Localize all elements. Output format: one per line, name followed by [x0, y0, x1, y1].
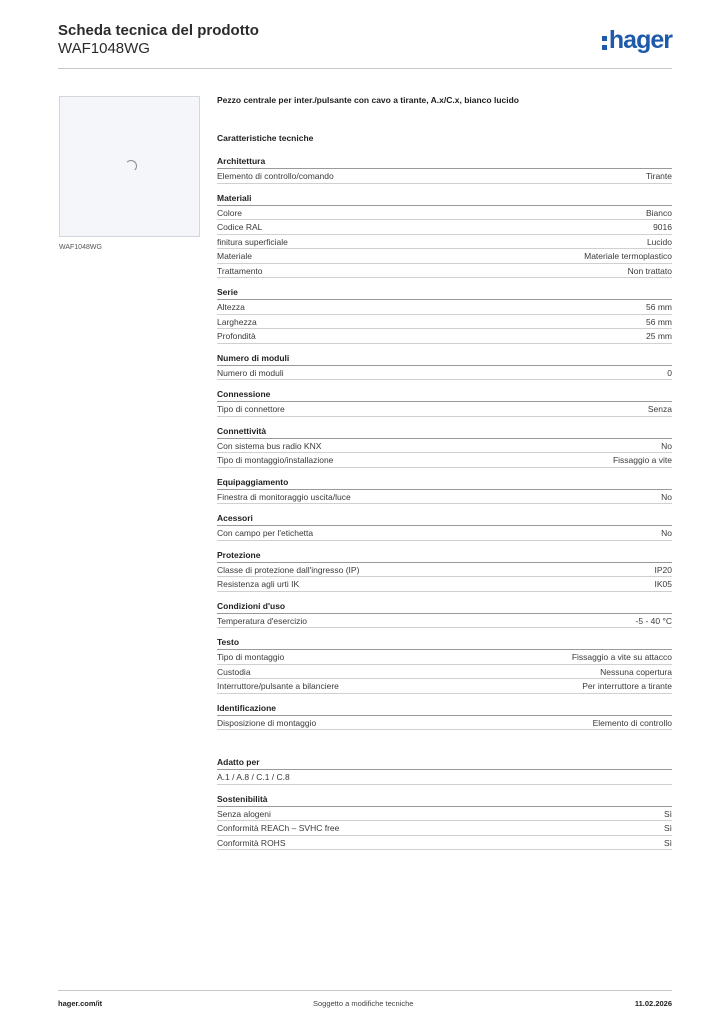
spec-section [217, 285, 672, 344]
spec-label: Classe di protezione dall'ingresso (IP) [217, 564, 360, 575]
section-title: Serie [217, 285, 672, 300]
spec-row [217, 366, 672, 381]
spec-label: Trattamento [217, 265, 263, 276]
spec-label: Custodia [217, 666, 251, 677]
spec-value: Per interruttore a tirante [582, 681, 672, 691]
spec-row [217, 836, 672, 851]
spec-label: Resistenza agli urti IK [217, 579, 300, 589]
spec-row [217, 716, 672, 731]
spec-row [217, 220, 672, 235]
section-title: Adatto per [217, 755, 672, 770]
spec-value: Fissaggio a vite [612, 455, 672, 465]
section-title: Connettività [217, 424, 672, 439]
spec-value: Elemento di controllo [592, 717, 672, 728]
spec-sections [217, 154, 672, 730]
spec-value: IP20 [654, 564, 672, 575]
spec-section [217, 548, 672, 592]
spec-value: -5 - 40 °C [635, 615, 672, 626]
spec-section [217, 792, 672, 851]
spec-label: Elemento di controllo/comando [217, 171, 334, 181]
spec-section [217, 701, 672, 731]
spec-row [217, 453, 672, 468]
spec-value: Fissaggio a vite su attacco [571, 652, 672, 662]
spec-section [217, 511, 672, 541]
page-footer [58, 990, 672, 1015]
spec-section [217, 475, 672, 505]
spec-value: Sì [663, 837, 672, 848]
spec-row [217, 614, 672, 629]
section-title: Connessione [217, 387, 672, 402]
image-caption: WAF1048WG [59, 244, 102, 251]
spec-label: Temperatura d'esercizio [217, 615, 307, 626]
spec-label: finitura superficiale [217, 236, 288, 247]
spec-row [217, 169, 672, 184]
spec-row [217, 402, 672, 417]
spec-value: No [661, 528, 672, 538]
spec-section [217, 191, 672, 279]
spec-value: Tirante [645, 171, 672, 181]
spec-value: Nessuna copertura [600, 666, 672, 677]
spec-section [217, 635, 672, 694]
spec-value: 9016 [653, 222, 672, 232]
spec-content [217, 95, 672, 857]
spec-label: Conformità REACh – SVHC free [217, 823, 340, 833]
spec-row [217, 490, 672, 505]
spec-sections-bottom [217, 755, 672, 850]
footer-note: Soggetto a modifiche tecniche [313, 999, 414, 1008]
section-title: Identificazione [217, 701, 672, 716]
spec-value: 56 mm [646, 302, 672, 312]
section-title: Protezione [217, 548, 672, 563]
section-title: Numero di moduli [217, 351, 672, 366]
spec-row [217, 577, 672, 592]
spec-label: Disposizione di montaggio [217, 717, 317, 728]
spec-value: 25 mm [646, 331, 672, 341]
spec-value: No [661, 491, 672, 502]
spec-value: Non trattato [627, 265, 672, 276]
spec-value: Lucido [646, 236, 672, 247]
section-title: Equipaggiamento [217, 475, 672, 490]
spec-section [217, 387, 672, 417]
spec-value: Bianco [646, 207, 672, 218]
logo-dots-icon [602, 36, 607, 50]
page-header [58, 22, 672, 69]
footer-date: 11.02.2026 [634, 999, 672, 1008]
spec-row [217, 563, 672, 578]
section-title: Testo [217, 635, 672, 650]
page-title: Scheda tecnica del prodotto [58, 22, 259, 39]
spec-value: No [661, 440, 672, 451]
pull-cord-hole-icon [125, 160, 137, 172]
spec-label: Tipo di montaggio/installazione [217, 455, 334, 465]
spec-label: Interruttore/pulsante a bilanciere [217, 681, 339, 691]
spec-row [217, 770, 672, 785]
spec-row [217, 650, 672, 665]
product-code: WAF1048WG [58, 40, 150, 57]
spec-row [217, 665, 672, 680]
spec-label: Conformità ROHS [217, 837, 286, 848]
spec-value: IK05 [654, 579, 672, 589]
spec-row [217, 235, 672, 250]
section-title: Materiali [217, 191, 672, 206]
spec-label: Codice RAL [217, 222, 263, 232]
spec-row [217, 439, 672, 454]
spec-label: Tipo di connettore [217, 404, 285, 414]
spec-label: Senza alogeni [217, 808, 271, 819]
spec-label: Profondità [217, 331, 256, 341]
hager-logo: hager [602, 26, 672, 55]
spec-label: Tipo di montaggio [217, 652, 285, 662]
spec-value: Sì [663, 823, 672, 833]
spec-row [217, 249, 672, 264]
spec-label: Finestra di monitoraggio uscita/luce [217, 491, 351, 502]
spec-label: Colore [217, 207, 243, 218]
spec-section [217, 351, 672, 381]
spec-section [217, 424, 672, 468]
spec-row [217, 679, 672, 694]
product-image [59, 96, 200, 237]
spec-row [217, 526, 672, 541]
spec-label: Materiale [217, 251, 252, 261]
spec-label: Larghezza [217, 316, 257, 327]
product-description: Pezzo centrale per inter./pulsante con cavo a tirante, A.x/C.x, bianco lucido [217, 95, 519, 105]
spec-section [217, 599, 672, 629]
footer-website: hager.com/it [58, 999, 103, 1008]
section-title: Architettura [217, 154, 672, 169]
spec-subheading: Caratteristiche tecniche [217, 133, 314, 143]
spec-label: Altezza [217, 302, 245, 312]
spec-value: Materiale termoplastico [584, 251, 672, 261]
spec-value: 56 mm [646, 316, 672, 327]
section-title: Sostenibilità [217, 792, 672, 807]
spec-row [217, 329, 672, 344]
spec-row [217, 300, 672, 315]
spec-label: Con sistema bus radio KNX [217, 440, 322, 451]
spec-row [217, 315, 672, 330]
spec-value: 0 [667, 367, 672, 378]
spec-value: Sì [663, 808, 672, 819]
section-title: Acessori [217, 511, 672, 526]
spec-section [217, 154, 672, 184]
spec-label: A.1 / A.8 / C.1 / C.8 [217, 772, 290, 782]
spec-label: Numero di moduli [217, 367, 284, 378]
spec-row [217, 821, 672, 836]
spec-label: Con campo per l'etichetta [217, 528, 314, 538]
spec-row [217, 206, 672, 221]
spec-value: Senza [647, 404, 672, 414]
spec-section [217, 755, 672, 785]
spec-row [217, 807, 672, 822]
section-title: Condizioni d'uso [217, 599, 672, 614]
spec-row [217, 264, 672, 279]
